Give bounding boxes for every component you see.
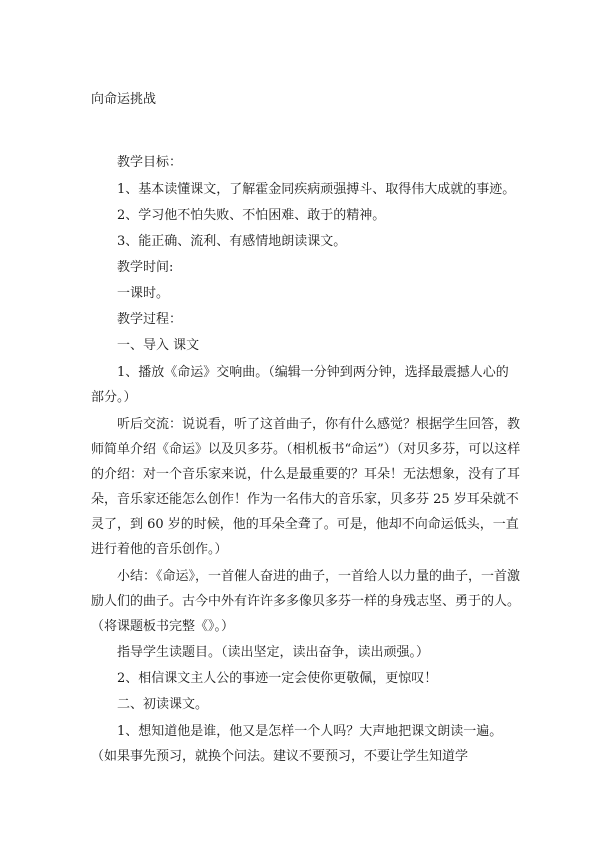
paragraph-play-symphony: 1、播放《命运》交响曲。（编辑一分钟到两分钟，选择最震撼人心的部分。） <box>91 365 509 405</box>
paragraph-objective-3: 3、能正确、流利、有感情地朗读课文。 <box>117 234 347 249</box>
paragraph-section-2-heading: 二、初读课文。 <box>117 697 209 712</box>
paragraph-first-reading: 1、想知道他是谁，他又是怎样一个人吗？大声地把课文朗读一遍。（如果事先预习，就换个问法。建议不要预习，不要让学生知道学 <box>91 724 503 764</box>
paragraph-objectives-heading: 教学目标： <box>117 155 183 170</box>
paragraph-process-heading: 教学过程： <box>117 312 183 327</box>
paragraph-discussion: 听后交流：说说看，听了这首曲子，你有什么感觉？根据学生回答，教师简单介绍《命运》以及贝多芬。（相机板书“命运”）（对贝多芬，可以这样的介绍：对一个音乐家来说，什么是最重要的？耳朵！无法想象，没有了耳朵，音乐家还能怎么创作！作为一名伟大的音乐家，贝多芬 25 岁耳朵就不灵了，到 60 岁的时候，他的耳朵全聋了。可是，他却不向命运低头，一直进行着他的音乐创作。） <box>91 417 521 557</box>
paragraph-objective-2: 2、学习他不怕失败、不怕困难、敢于的精神。 <box>117 208 386 223</box>
paragraph-step-2: 2、相信课文主人公的事迹一定会使你更敬佩，更惊叹！ <box>117 671 438 686</box>
paragraph-time-value: 一课时。 <box>117 286 170 301</box>
paragraph-time-heading: 教学时间: <box>117 260 174 275</box>
paragraph-objective-1: 1、基本读懂课文，了解霍金同疾病顽强搏斗、取得伟大成就的事迹。 <box>117 182 516 197</box>
document-body <box>91 155 521 775</box>
document-title: 向命运挑战 <box>91 92 157 107</box>
paragraph-summary: 小结：《命运》，一首催人奋进的曲子，一首给人以力量的曲子，一首激励人们的曲子。古今中外有许许多多像贝多芬一样的身残志坚、勇于的人。（将课题板书完整《》。） <box>91 569 521 634</box>
paragraph-section-1-heading: 一、导入 课文 <box>117 338 200 353</box>
paragraph-read-title: 指导学生读题目。（读出坚定，读出奋争，读出顽强。） <box>117 645 430 660</box>
